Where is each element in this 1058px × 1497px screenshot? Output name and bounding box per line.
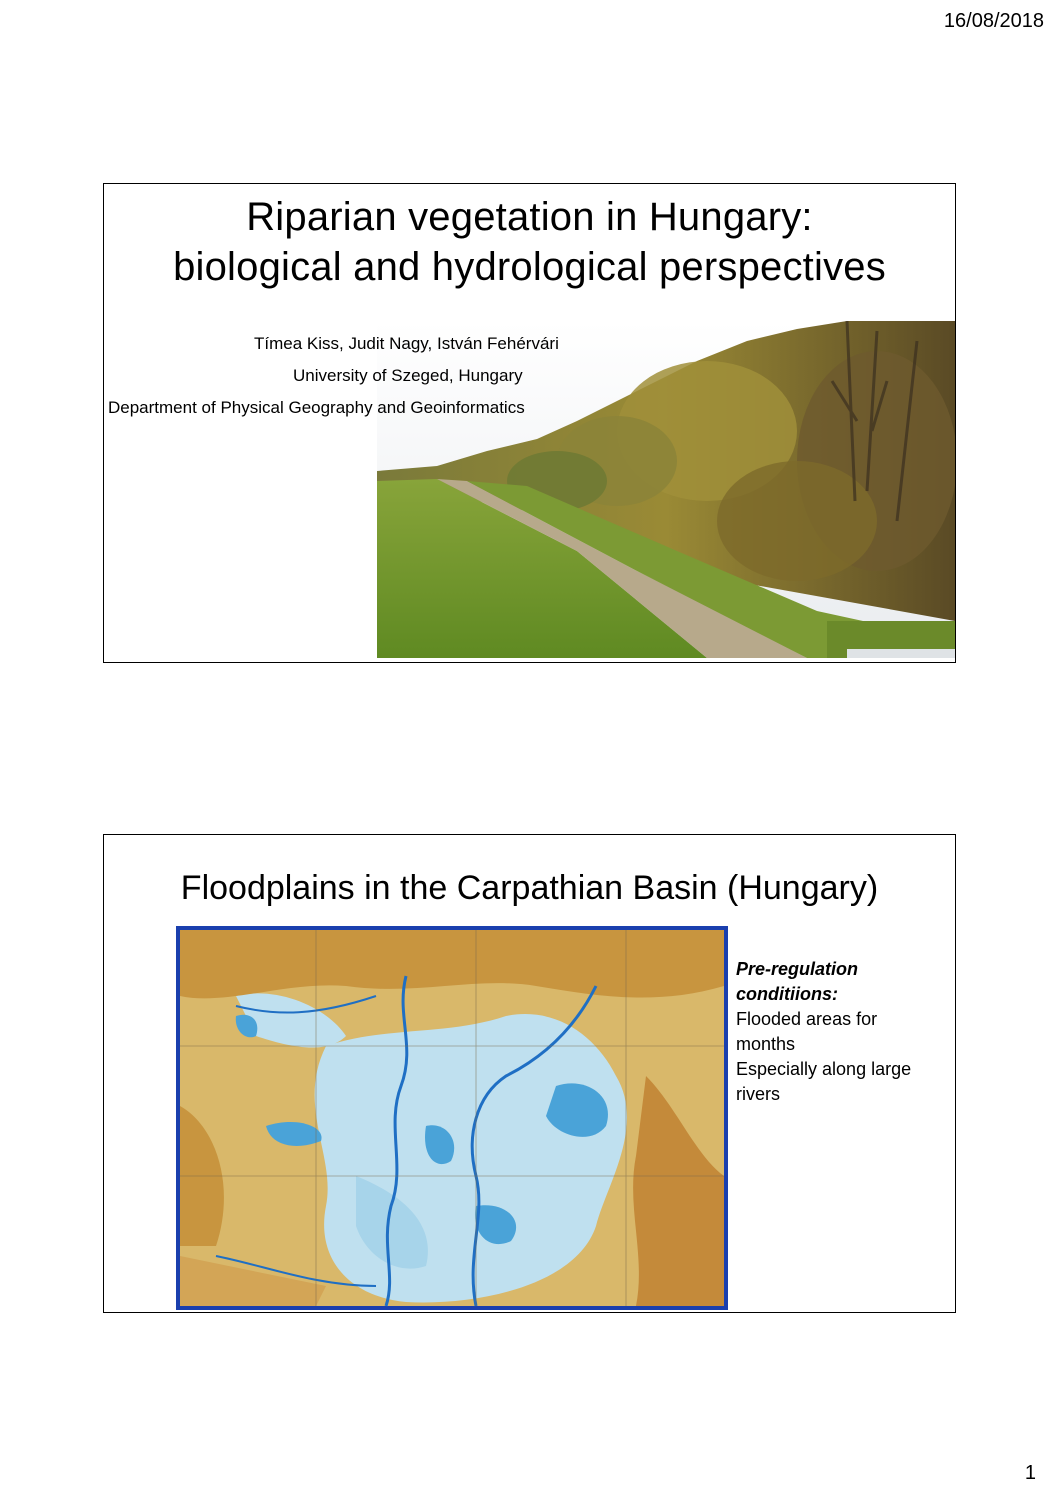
slide-1 xyxy=(103,183,956,663)
slide-2-title: Floodplains in the Carpathian Basin (Hungary) xyxy=(180,869,879,907)
side-line-4: rivers xyxy=(736,1084,780,1104)
side-line-1: Flooded areas for xyxy=(736,1009,878,1029)
header-date: 16/08/2018 xyxy=(943,10,1044,32)
side-heading-line-2: conditiions: xyxy=(736,984,838,1004)
side-heading-line-1: Pre-regulation xyxy=(736,959,859,979)
slide-1-title xyxy=(104,192,955,292)
authors: Tímea Kiss, Judit Nagy, István Fehérvári xyxy=(254,334,559,353)
slide-1-title-line-2: biological and hydrological perspectives xyxy=(173,245,886,289)
side-line-2: months xyxy=(736,1034,796,1054)
page-number: 1 xyxy=(1024,1462,1036,1484)
university: University of Szeged, Hungary xyxy=(293,366,523,385)
slide-1-title-line-1: Riparian vegetation in Hungary: xyxy=(246,195,813,239)
department: Department of Physical Geography and Geoinformatics xyxy=(108,398,525,417)
carpathian-basin-relief-map xyxy=(176,926,728,1310)
side-text xyxy=(736,957,946,1107)
side-line-3: Especially along large xyxy=(736,1059,912,1079)
slide-2 xyxy=(103,834,956,1313)
